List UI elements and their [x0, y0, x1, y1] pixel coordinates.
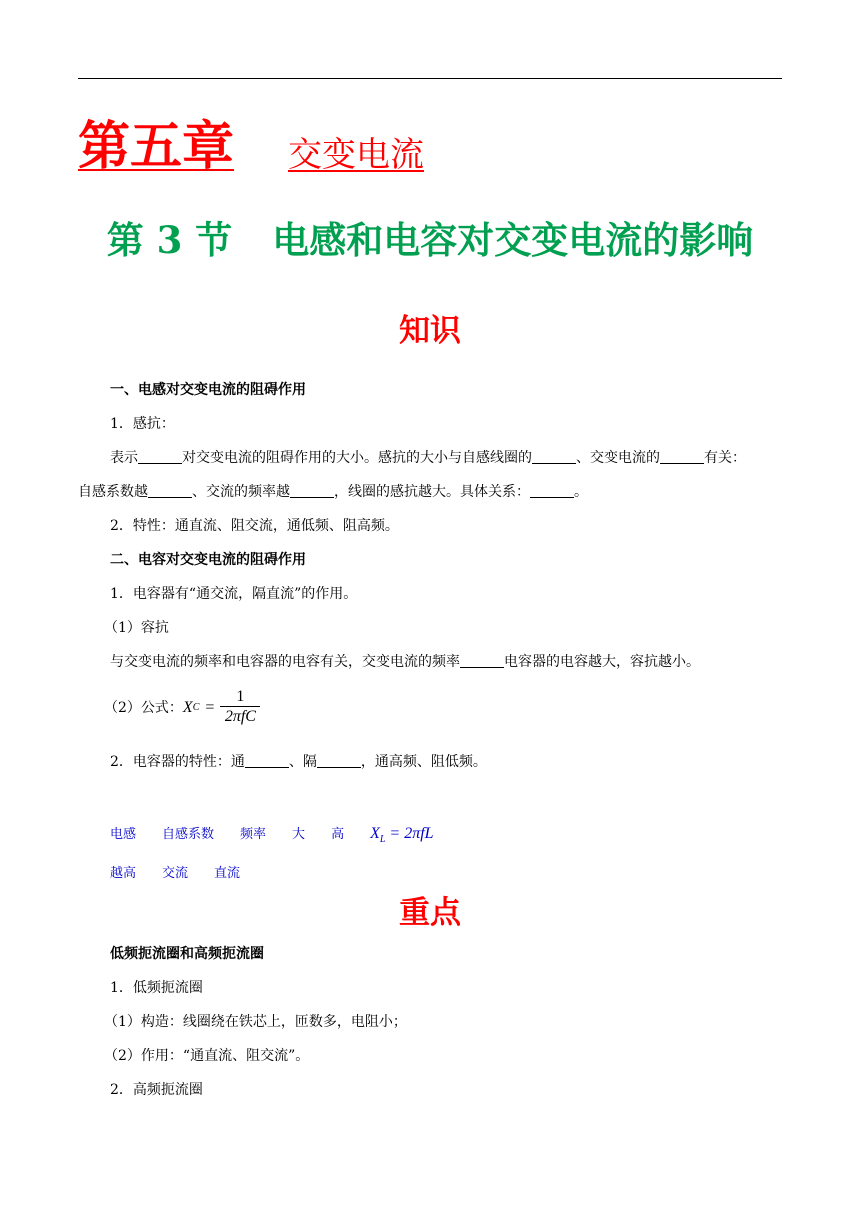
text-segment: ，线圈的感抗越大。具体关系：: [334, 484, 530, 500]
blank: [530, 483, 574, 498]
text-segment: 、交流的频率越: [192, 484, 290, 500]
formula-label: （2）公式：: [104, 699, 183, 716]
blank: [660, 449, 704, 464]
part2-title: 二、电容对交变电流的阻碍作用: [110, 552, 306, 568]
blank: [290, 483, 334, 498]
answer-formula-rhs: = 2πfL: [389, 825, 434, 842]
key-points-sub2: （2）作用：“通直流、阻交流”。: [104, 1048, 310, 1064]
text-segment: 电容器的电容越大，容抗越小。: [504, 654, 700, 670]
formula-numerator: 1: [236, 688, 245, 705]
answer: 高: [331, 827, 345, 842]
part2-item1: 1．电容器有“通交流，隔直流”的作用。: [110, 586, 358, 602]
part2-paragraph: [110, 652, 700, 672]
capacitive-reactance-formula: [104, 688, 260, 727]
section-title: [0, 214, 860, 266]
part1-paragraph-line2: [78, 482, 588, 502]
chapter-number: 第五章: [78, 116, 235, 177]
blank: [148, 483, 192, 498]
answer: 大: [292, 827, 306, 842]
key-points-item2: 2．高频扼流圈: [110, 1082, 203, 1098]
text-segment: 自感系数越: [78, 484, 148, 500]
key-points-sub1: （1）构造：线圈绕在铁芯上，匝数多，电阻小；: [104, 1014, 407, 1030]
answer: 交流: [162, 866, 189, 881]
answer-formula-subscript: L: [379, 834, 386, 846]
key-points-heading: 重点: [399, 895, 461, 931]
answer: 自感系数: [162, 827, 215, 842]
text-segment: 与交变电流的频率和电容器的电容有关，交变电流的频率: [110, 654, 460, 670]
formula-lhs: X: [182, 698, 193, 716]
text-segment: 2．电容器的特性：通: [110, 754, 245, 770]
part1-title: 一、电感对交变电流的阻碍作用: [110, 382, 306, 398]
section-name: 电感和电容对交变电流的影响: [272, 218, 754, 262]
blank: [317, 753, 361, 768]
blank: [138, 449, 182, 464]
part2-item2: [110, 752, 487, 772]
formula-denominator: 2πfC: [224, 708, 256, 725]
text-segment: 对交变电流的阻碍作用的大小。感抗的大小与自感线圈的: [182, 450, 532, 466]
blank: [245, 753, 289, 768]
text-segment: 有关：: [704, 450, 746, 466]
answer-formula: [370, 825, 434, 846]
answers-row-1: [110, 824, 434, 850]
answers-row-2: [110, 864, 266, 884]
text-segment: ，通高频、阻低频。: [360, 754, 487, 770]
blank: [460, 653, 504, 668]
section-number: 第 3 节: [106, 218, 233, 262]
formula-fraction: [220, 688, 260, 727]
text-segment: 、交变电流的: [576, 450, 660, 466]
part2-sub1: （1）容抗: [104, 620, 169, 636]
text-segment: 、隔: [288, 754, 317, 770]
answer: 频率: [240, 827, 267, 842]
answer: 电感: [110, 827, 137, 842]
text-segment: 表示: [110, 450, 138, 466]
formula-subscript: C: [192, 701, 200, 713]
chapter-title: 交变电流: [288, 135, 424, 175]
text-segment: 。: [574, 484, 588, 500]
formula-equals: =: [205, 698, 215, 716]
answer: 直流: [214, 866, 241, 881]
answer-formula-lhs: X: [370, 825, 380, 842]
part1-item2: 2．特性：通直流、阻交流，通低频、阻高频。: [110, 518, 399, 534]
key-points-item1: 1．低频扼流圈: [110, 980, 203, 996]
answer: 越高: [110, 866, 137, 881]
blank: [532, 449, 576, 464]
header-rule: [78, 78, 782, 79]
knowledge-heading: 知识: [399, 313, 461, 349]
part1-item1: 1．感抗：: [110, 416, 175, 432]
part1-paragraph-line1: [110, 448, 746, 468]
key-points-title: 低频扼流圈和高频扼流圈: [110, 946, 264, 962]
